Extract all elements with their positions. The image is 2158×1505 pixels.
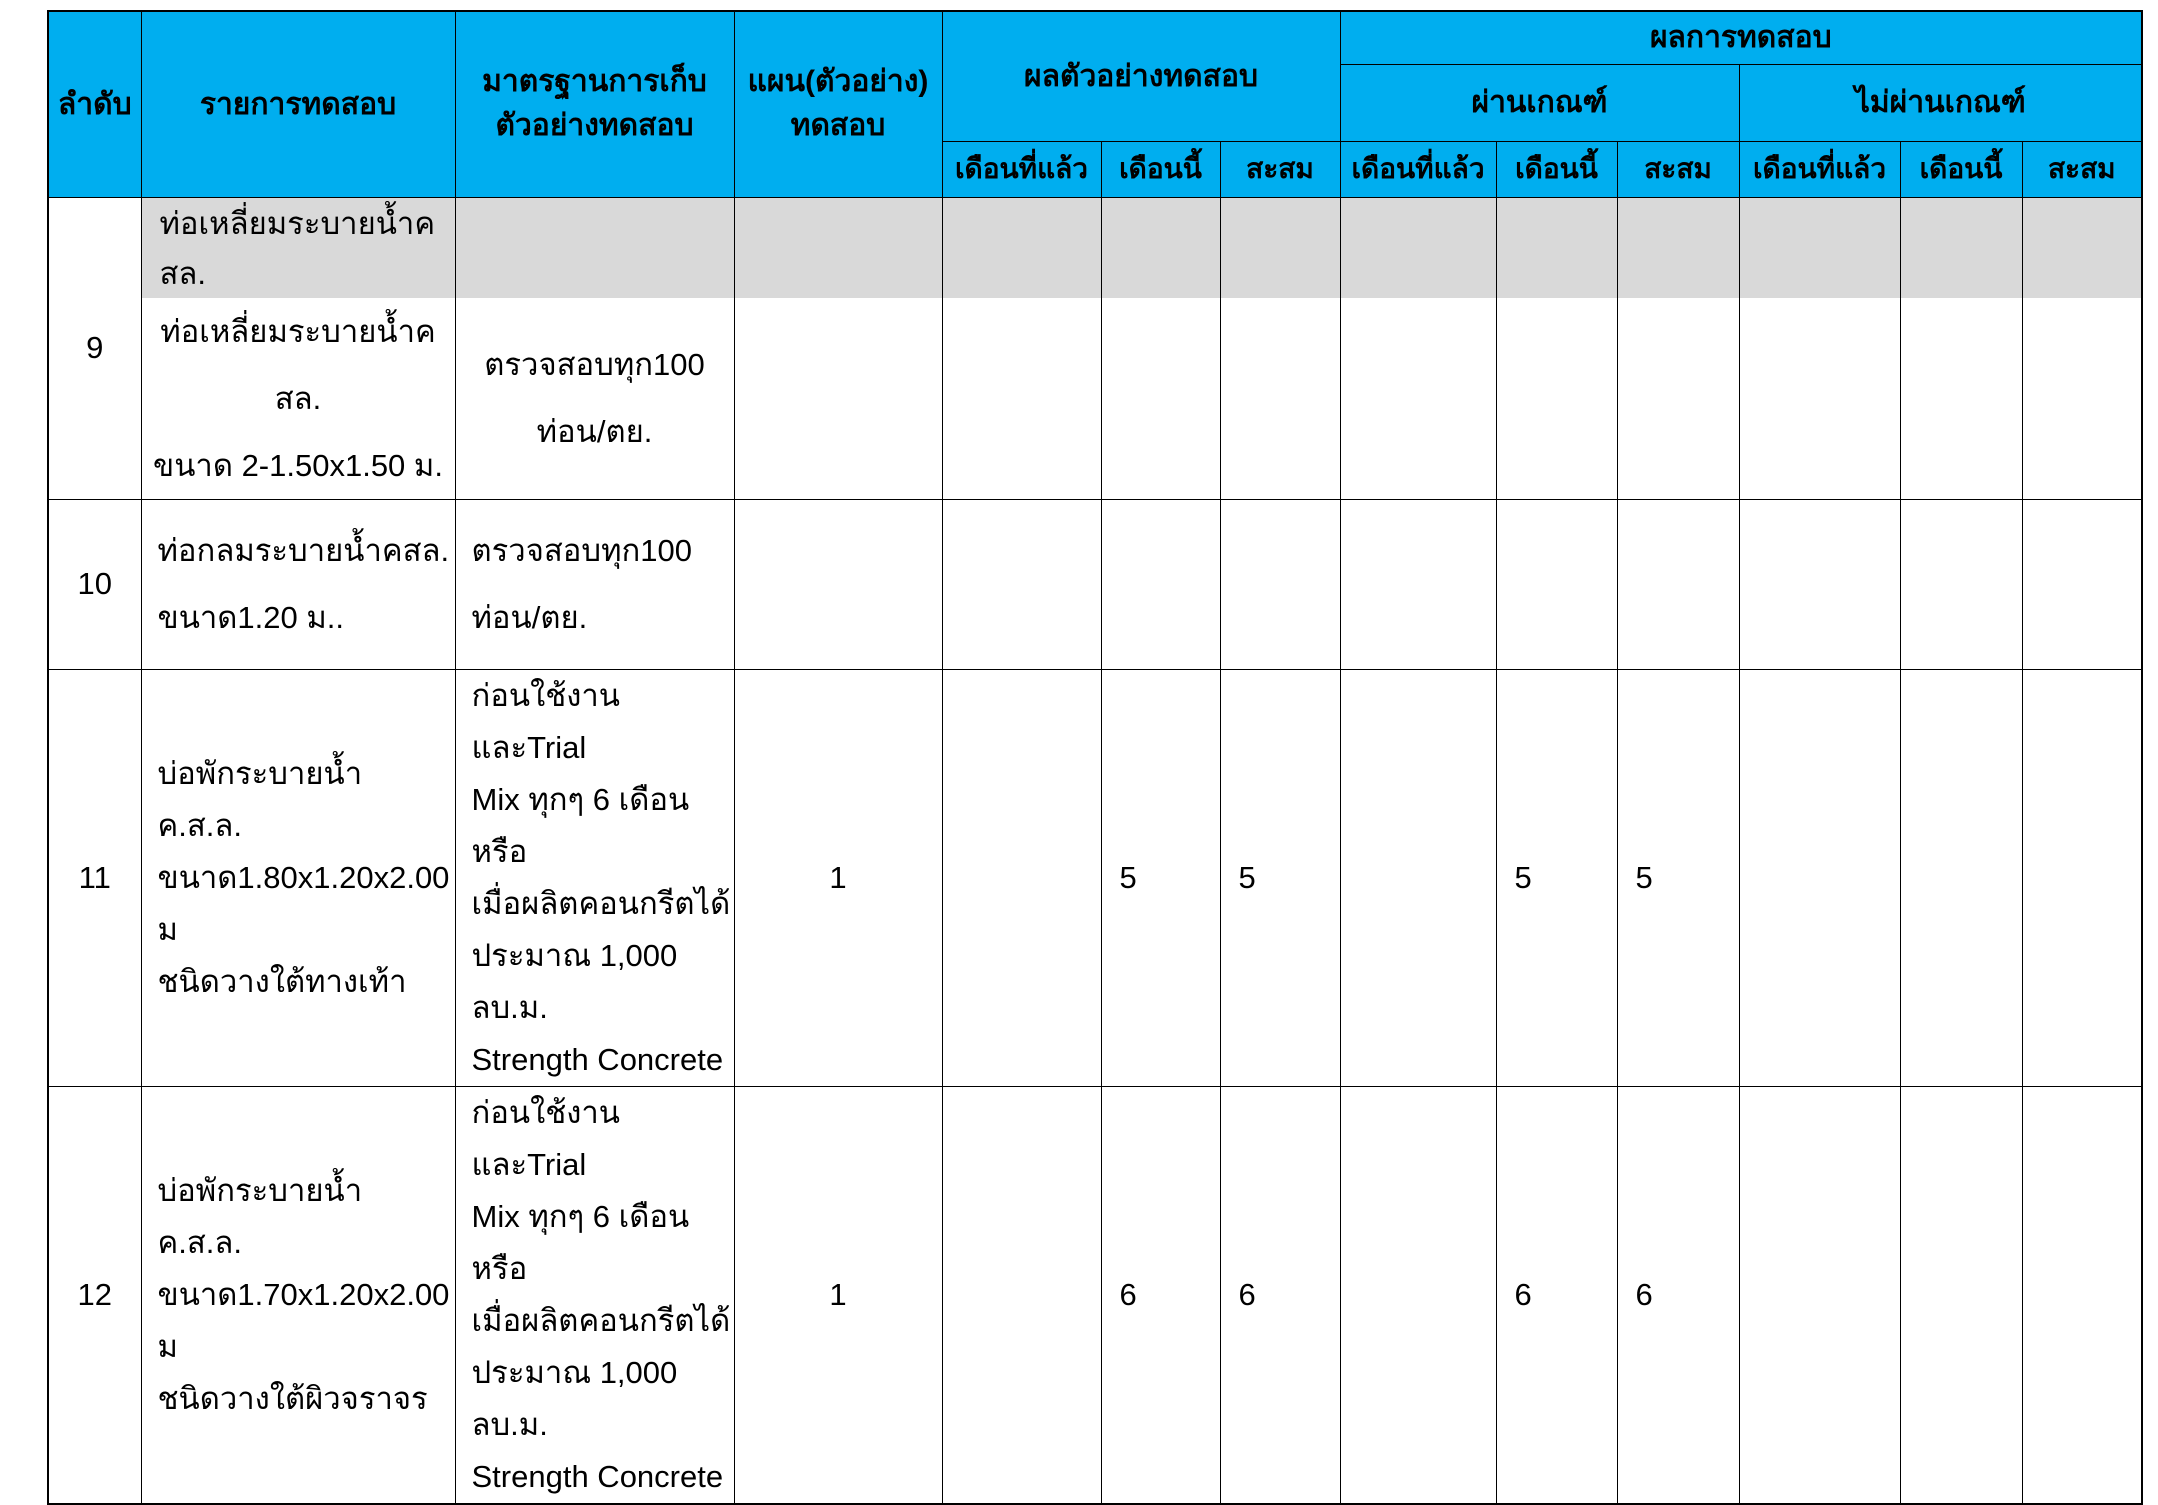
header-plan-line2: ทดสอบ (790, 109, 886, 143)
cell-sample-this-month: 6 (1101, 1086, 1220, 1504)
cell-pass-last-month (1340, 298, 1496, 500)
cell-fail-cumulative (2022, 1086, 2142, 1504)
header-group-sample-results: ผลตัวอย่างทดสอบ (942, 11, 1340, 141)
cell-no: 12 (48, 1086, 141, 1504)
header-plan (734, 11, 942, 197)
cell-sample-this-month: 5 (1101, 669, 1220, 1086)
section-cell (1617, 197, 1739, 298)
subheader-fail-last-month: เดือนที่แล้ว (1739, 141, 1900, 197)
cell-plan (734, 298, 942, 500)
table-row (48, 1086, 2142, 1504)
cell-standard: ก่อนใช้งานและTrial Mix ทุกๆ 6 เดือนหรือ เมื่อผลิตคอนกรีตได้ ประมาณ 1,000 ลบ.ม. Strength Concrete (455, 1086, 734, 1504)
cell-fail-last-month (1739, 669, 1900, 1086)
subheader-sample-cumulative: สะสม (1220, 141, 1340, 197)
cell-plan: 1 (734, 669, 942, 1086)
section-cell (2022, 197, 2142, 298)
cell-pass-cumulative (1617, 298, 1739, 500)
section-cell (1900, 197, 2022, 298)
cell-fail-this-month (1900, 499, 2022, 669)
header-standard-line2: ตัวอย่างทดสอบ (495, 109, 694, 143)
cell-fail-this-month (1900, 1086, 2022, 1504)
cell-no: 11 (48, 669, 141, 1086)
section-title: ท่อเหลี่ยมระบายน้ำคสล. (159, 205, 436, 291)
cell-sample-last-month (942, 298, 1101, 500)
cell-pass-this-month (1496, 298, 1617, 500)
header-group-test-results: ผลการทดสอบ (1340, 11, 2142, 64)
subheader-sample-this-month: เดือนนี้ (1101, 141, 1220, 197)
cell-pass-this-month (1496, 499, 1617, 669)
header-standard-line1: มาตรฐานการเก็บ (482, 65, 707, 99)
cell-no: 10 (48, 499, 141, 669)
section-cell (455, 197, 734, 298)
table-row (48, 298, 2142, 500)
cell-fail-cumulative (2022, 669, 2142, 1086)
cell-fail-cumulative (2022, 499, 2142, 669)
cell-fail-last-month (1739, 499, 1900, 669)
subheader-fail-this-month: เดือนนี้ (1900, 141, 2022, 197)
cell-sample-cumulative (1220, 499, 1340, 669)
cell-test-item: ท่อเหลี่ยมระบายน้ำคสล. ขนาด 2-1.50x1.50 ม. (141, 298, 455, 500)
cell-sample-last-month (942, 499, 1101, 669)
section-cell (1340, 197, 1496, 298)
cell-fail-last-month (1739, 1086, 1900, 1504)
header-group-fail: ไม่ผ่านเกณฑ์ (1739, 64, 2142, 141)
section-cell (942, 197, 1101, 298)
cell-sample-cumulative (1220, 298, 1340, 500)
cell-sample-last-month (942, 1086, 1101, 1504)
cell-fail-this-month (1900, 298, 2022, 500)
cell-test-item: บ่อพักระบายน้ำ ค.ส.ล. ขนาด1.80x1.20x2.00 ม ชนิดวางใต้ทางเท้า (141, 669, 455, 1086)
cell-pass-last-month (1340, 1086, 1496, 1504)
cell-sample-cumulative: 5 (1220, 669, 1340, 1086)
header-row-groups (48, 11, 2142, 64)
cell-fail-cumulative (2022, 298, 2142, 500)
subheader-pass-this-month: เดือนนี้ (1496, 141, 1617, 197)
test-results-table (47, 10, 2143, 1505)
cell-sample-this-month (1101, 298, 1220, 500)
cell-pass-last-month (1340, 499, 1496, 669)
cell-pass-this-month: 6 (1496, 1086, 1617, 1504)
section-cell (1101, 197, 1220, 298)
subheader-sample-last-month: เดือนที่แล้ว (942, 141, 1101, 197)
section-title-cell (141, 197, 455, 298)
section-cell (734, 197, 942, 298)
section-cell (1220, 197, 1340, 298)
table-row (48, 499, 2142, 669)
header-standard (455, 11, 734, 197)
cell-standard: ตรวจสอบทุก100 ท่อน/ตย. (455, 298, 734, 500)
cell-test-item: ท่อกลมระบายน้ำคสล. ขนาด1.20 ม.. (141, 499, 455, 669)
cell-standard: ตรวจสอบทุก100 ท่อน/ตย. (455, 499, 734, 669)
cell-standard: ก่อนใช้งานและTrial Mix ทุกๆ 6 เดือนหรือ เมื่อผลิตคอนกรีตได้ ประมาณ 1,000 ลบ.ม. Strength Concrete (455, 669, 734, 1086)
cell-no: 9 (48, 197, 141, 499)
section-cell (1496, 197, 1617, 298)
cell-fail-last-month (1739, 298, 1900, 500)
cell-pass-last-month (1340, 669, 1496, 1086)
cell-sample-this-month (1101, 499, 1220, 669)
cell-pass-cumulative (1617, 499, 1739, 669)
section-cell (1739, 197, 1900, 298)
cell-pass-cumulative: 5 (1617, 669, 1739, 1086)
cell-sample-last-month (942, 669, 1101, 1086)
cell-sample-cumulative: 6 (1220, 1086, 1340, 1504)
cell-plan: 1 (734, 1086, 942, 1504)
subheader-fail-cumulative: สะสม (2022, 141, 2142, 197)
header-plan-line1: แผน(ตัวอย่าง) (747, 65, 929, 99)
cell-fail-this-month (1900, 669, 2022, 1086)
table-row (48, 669, 2142, 1086)
cell-pass-this-month: 5 (1496, 669, 1617, 1086)
cell-plan (734, 499, 942, 669)
cell-pass-cumulative: 6 (1617, 1086, 1739, 1504)
section-row (48, 197, 2142, 298)
subheader-pass-last-month: เดือนที่แล้ว (1340, 141, 1496, 197)
header-group-pass: ผ่านเกณฑ์ (1340, 64, 1739, 141)
cell-test-item: บ่อพักระบายน้ำ ค.ส.ล. ขนาด1.70x1.20x2.00 ม ชนิดวางใต้ผิวจราจร (141, 1086, 455, 1504)
subheader-pass-cumulative: สะสม (1617, 141, 1739, 197)
header-no: ลำดับ (48, 11, 141, 197)
header-test-item: รายการทดสอบ (141, 11, 455, 197)
